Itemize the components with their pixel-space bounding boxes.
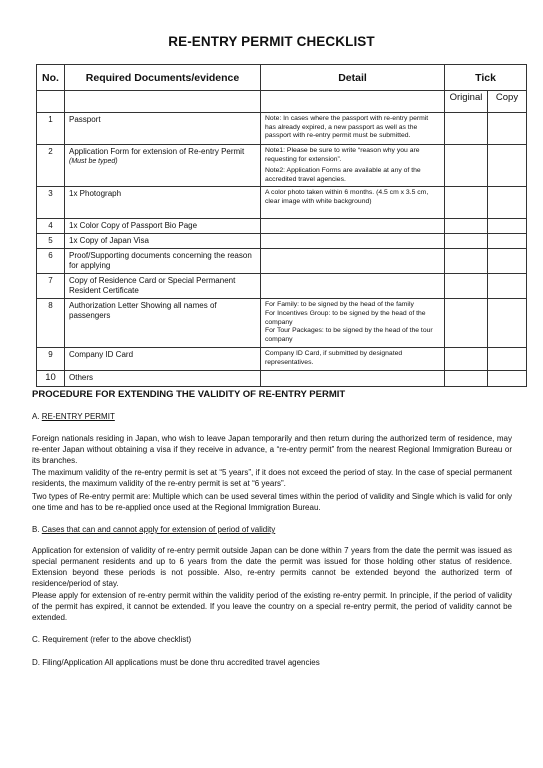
- tick-copy-cell[interactable]: [488, 145, 527, 187]
- row-detail: [261, 234, 445, 249]
- page-title: RE-ENTRY PERMIT CHECKLIST: [168, 34, 375, 49]
- subheader-row: [37, 91, 527, 113]
- tick-copy-cell[interactable]: [488, 219, 527, 234]
- tick-copy-cell[interactable]: [488, 370, 527, 386]
- paragraph: [32, 433, 512, 466]
- section-b-prefix: B.: [32, 525, 42, 534]
- subheader-empty-no: [37, 91, 65, 113]
- tick-original-cell[interactable]: [445, 348, 488, 370]
- section-d-text: D. Filing/Application All applications must be done thru accredited travel agencies: [32, 658, 320, 667]
- header-no: No.: [37, 65, 65, 91]
- header-detail: Detail: [261, 65, 445, 91]
- row-detail: [261, 187, 445, 219]
- paragraph-text: Please apply for extension of re-entry permit within the validity period of the existing re-entry permit. In principle, if the period of validity of the permit has expired, it cannot be extended. If you leave the country on a special re-entry permit, the period of validity cannot be extended.: [32, 591, 512, 622]
- header-copy: Copy: [488, 91, 527, 113]
- row-document: 1x Photograph: [65, 187, 261, 219]
- section-c-text: C. Requirement (refer to the above checklist): [32, 635, 192, 644]
- tick-original-cell[interactable]: [445, 370, 488, 386]
- detail-line: For Family: to be signed by the head of the family: [265, 301, 414, 309]
- row-number: 4: [37, 219, 65, 234]
- row-document: Copy of Residence Card or Special Permanent Resident Certificate: [65, 274, 261, 299]
- section-a-title: RE-ENTRY PERMIT: [41, 412, 115, 421]
- tick-original-cell[interactable]: [445, 187, 488, 219]
- subheader-empty-required: [65, 91, 261, 113]
- table-row: [37, 113, 527, 145]
- row-document-note: (Must be typed): [69, 158, 118, 165]
- row-number: 5: [37, 234, 65, 249]
- row-detail: [261, 219, 445, 234]
- header-tick: Tick: [445, 65, 527, 91]
- table-row: [37, 274, 527, 299]
- section-d: [32, 657, 512, 668]
- paragraph: [32, 590, 512, 623]
- row-document: [65, 145, 261, 187]
- row-document: 1x Color Copy of Passport Bio Page: [65, 219, 261, 234]
- paragraph-text: Two types of Re-entry permit are: Multiple which can be used several times within the period of validity and Single which is valid for only one time and has to be re-applied once used at the Regional Immigration Bureau.: [32, 492, 512, 512]
- row-number: 9: [37, 348, 65, 370]
- table-row: [37, 187, 527, 219]
- row-document: Authorization Letter Showing all names of passengers: [65, 299, 261, 348]
- row-document-label: Application Form for extension of Re-entry Permit: [69, 147, 245, 156]
- tick-original-cell[interactable]: [445, 113, 488, 145]
- detail-line: Note2: Application Forms are available at any of the accredited travel agencies.: [265, 167, 421, 183]
- row-number: 10: [37, 370, 65, 386]
- paragraph-text: The maximum validity of the re-entry permit is set at “5 years”, if it does not exceed the period of stay. In the case of special permanent residents, the maximum validity of the re-entry permit is set at “6 years”.: [32, 468, 512, 488]
- tick-copy-cell[interactable]: [488, 187, 527, 219]
- row-document: Passport: [65, 113, 261, 145]
- tick-original-cell[interactable]: [445, 274, 488, 299]
- row-detail: [261, 249, 445, 274]
- detail-line: For Tour Packages: to be signed by the head of the tour company: [265, 327, 433, 343]
- section-a-prefix: A.: [32, 412, 42, 421]
- tick-copy-cell[interactable]: [488, 274, 527, 299]
- table-row: [37, 370, 527, 386]
- tick-original-cell[interactable]: [445, 145, 488, 187]
- section-c: [32, 634, 512, 645]
- tick-copy-cell[interactable]: [488, 348, 527, 370]
- tick-copy-cell[interactable]: [488, 234, 527, 249]
- tick-original-cell[interactable]: [445, 219, 488, 234]
- row-number: 2: [37, 145, 65, 187]
- row-detail: [261, 145, 445, 187]
- checklist-table: [36, 64, 527, 387]
- tick-copy-cell[interactable]: [488, 113, 527, 145]
- table-row: [37, 249, 527, 274]
- tick-original-cell[interactable]: [445, 234, 488, 249]
- section-b-title: Cases that can and cannot apply for extension of period of validity: [41, 525, 276, 534]
- paragraph-text: Application for extension of validity of re-entry permit outside Japan can be done within 7 years from the date the permit was issued as special permanent residents and up to 6 years from the date the permit was issued for those holding other status of residence. Extension beyond these periods is not possible. Also, re-entry permits cannot be extended beyond the authorized term of residence/period of stay.: [32, 546, 512, 588]
- paragraph: [32, 545, 512, 589]
- tick-original-cell[interactable]: [445, 299, 488, 348]
- paragraph-text: Foreign nationals residing in Japan, who wish to leave Japan temporarily and then return during the authorized term of residence, may re-enter Japan without obtaining a visa if they receive in advance, a “re-entry permit” from the nearest Regional Immigration Bureau or its branches.: [32, 434, 512, 465]
- tick-original-cell[interactable]: [445, 249, 488, 274]
- table-row: [37, 219, 527, 234]
- row-number: 7: [37, 274, 65, 299]
- row-number: 3: [37, 187, 65, 219]
- row-detail: [261, 274, 445, 299]
- row-detail: [261, 299, 445, 348]
- table-row: [37, 299, 527, 348]
- paragraph: [32, 467, 512, 489]
- detail-line: A color photo taken within 6 months. (4.5 cm x 3.5 cm, clear image with white background): [265, 189, 429, 205]
- detail-line: For Incentives Group: to be signed by the head of the company: [265, 309, 426, 326]
- row-detail: [261, 348, 445, 370]
- table-row: [37, 348, 527, 370]
- row-number: 8: [37, 299, 65, 348]
- tick-copy-cell[interactable]: [488, 249, 527, 274]
- row-detail: [261, 370, 445, 386]
- row-number: 6: [37, 249, 65, 274]
- table-row: [37, 234, 527, 249]
- section-a-heading: [32, 411, 512, 422]
- header-row: [37, 65, 527, 91]
- detail-line: Note1: Please be sure to write “reason why you are requesting for extension”.: [265, 147, 420, 163]
- paragraph: [32, 491, 512, 513]
- tick-copy-cell[interactable]: [488, 299, 527, 348]
- row-document: Others: [65, 370, 261, 386]
- header-required: Required Documents/evidence: [65, 65, 261, 91]
- section-b-heading: [32, 524, 512, 535]
- row-document: Proof/Supporting documents concerning the reason for applying: [65, 249, 261, 274]
- header-original: Original: [445, 91, 488, 113]
- table-row: [37, 145, 527, 187]
- detail-line: Company ID Card, if submitted by designated representatives.: [265, 350, 403, 366]
- detail-line: Note: In cases where the passport with re-entry permit has already expired, a new passport as well as the passport with re-entry permit must be submitted.: [265, 115, 429, 140]
- subheader-empty-detail: [261, 91, 445, 113]
- row-detail: [261, 113, 445, 145]
- procedure-heading: PROCEDURE FOR EXTENDING THE VALIDITY OF RE-ENTRY PERMIT: [32, 389, 346, 400]
- row-number: 1: [37, 113, 65, 145]
- row-document: Company ID Card: [65, 348, 261, 370]
- row-document: 1x Copy of Japan Visa: [65, 234, 261, 249]
